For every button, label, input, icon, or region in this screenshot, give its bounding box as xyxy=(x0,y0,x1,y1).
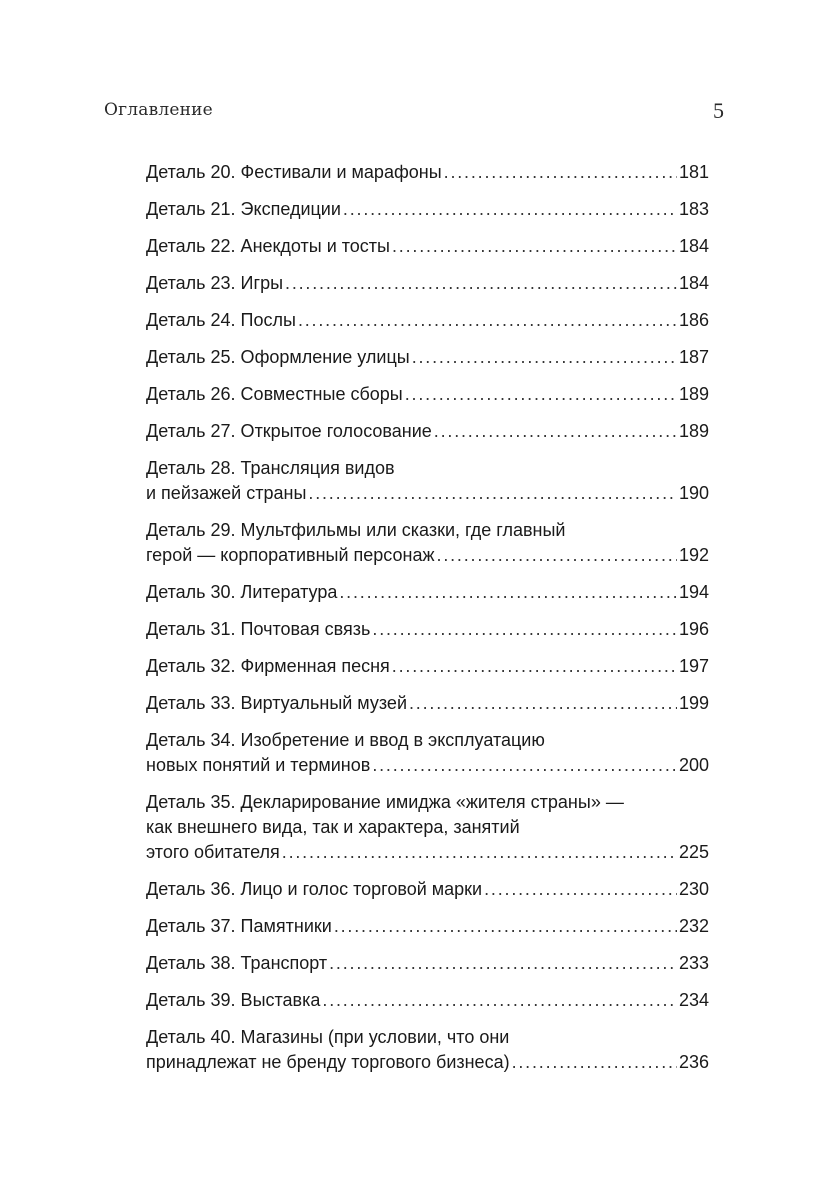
toc-entry-page-number: 192 xyxy=(678,545,709,565)
toc-entry-page-number: 196 xyxy=(678,619,709,639)
toc-entry xyxy=(146,654,709,679)
toc-entry-title-line: Деталь 25. Оформление улицы xyxy=(146,347,410,367)
toc-entry xyxy=(146,728,709,778)
toc-entry-title-line: герой — корпоративный персонаж xyxy=(146,545,435,565)
toc-entry-title-line: Деталь 28. Трансляция видов xyxy=(146,458,395,478)
dot-leader xyxy=(372,617,677,642)
dot-leader xyxy=(444,160,677,185)
toc-entry-page-number: 200 xyxy=(678,755,709,775)
toc-entry xyxy=(146,160,709,185)
toc-entry-title-line: этого обитателя xyxy=(146,842,280,862)
toc-entry xyxy=(146,308,709,333)
dot-leader xyxy=(372,753,677,778)
toc-entry xyxy=(146,518,709,568)
toc-entry-page-number: 197 xyxy=(678,656,709,676)
dot-leader xyxy=(298,308,677,333)
toc-entry-page-number: 199 xyxy=(678,693,709,713)
toc-entry-title-line: Деталь 37. Памятники xyxy=(146,916,332,936)
toc-entry-final-line xyxy=(146,308,709,333)
toc-entry-title-line: Деталь 35. Декларирование имиджа «жителя страны» — xyxy=(146,792,624,812)
toc-entry-page-number: 184 xyxy=(678,273,709,293)
dot-leader xyxy=(392,654,677,679)
table-of-contents xyxy=(146,160,709,1087)
toc-entry xyxy=(146,234,709,259)
toc-entry-page-number: 233 xyxy=(678,953,709,973)
toc-entry-page-number: 187 xyxy=(678,347,709,367)
toc-entry-title-line: как внешнего вида, так и характера, занятий xyxy=(146,817,520,837)
dot-leader xyxy=(343,197,677,222)
toc-entry-title-line: Деталь 26. Совместные сборы xyxy=(146,384,403,404)
running-head xyxy=(104,98,724,126)
toc-entry-final-line xyxy=(146,654,709,679)
toc-entry-title-line: Деталь 29. Мультфильмы или сказки, где главный xyxy=(146,520,566,540)
dot-leader xyxy=(484,877,677,902)
toc-entry-final-line xyxy=(146,580,709,605)
toc-entry-title-line: Деталь 24. Послы xyxy=(146,310,296,330)
toc-entry xyxy=(146,382,709,407)
dot-leader xyxy=(322,988,677,1013)
toc-entry-final-line xyxy=(146,382,709,407)
toc-entry-title-line: принадлежат не бренду торгового бизнеса) xyxy=(146,1052,510,1072)
toc-entry-final-line xyxy=(146,234,709,259)
toc-entry-title-line: Деталь 30. Литература xyxy=(146,582,338,602)
toc-entry-page-number: 194 xyxy=(678,582,709,602)
toc-entry-title-line: Деталь 31. Почтовая связь xyxy=(146,619,371,639)
dot-leader xyxy=(434,419,677,444)
page-number: 5 xyxy=(713,98,724,123)
toc-entry-final-line xyxy=(146,481,709,506)
toc-entry-final-line xyxy=(146,617,709,642)
toc-entry-title-line: Деталь 39. Выставка xyxy=(146,990,321,1010)
toc-entry-title-line: Деталь 22. Анекдоты и тосты xyxy=(146,236,390,256)
toc-entry xyxy=(146,914,709,939)
toc-entry-title-line: Деталь 33. Виртуальный музей xyxy=(146,693,407,713)
toc-entry xyxy=(146,271,709,296)
toc-entry-title-line: Деталь 40. Магазины (при условии, что они xyxy=(146,1027,510,1047)
dot-leader xyxy=(512,1050,677,1075)
toc-entry-page-number: 184 xyxy=(678,236,709,256)
toc-entry xyxy=(146,988,709,1013)
dot-leader xyxy=(285,271,677,296)
toc-entry-final-line xyxy=(146,543,709,568)
toc-entry-final-line xyxy=(146,419,709,444)
dot-leader xyxy=(334,914,677,939)
toc-entry-final-line xyxy=(146,988,709,1013)
toc-entry-final-line xyxy=(146,951,709,976)
toc-entry-final-line xyxy=(146,271,709,296)
toc-entry-page-number: 225 xyxy=(678,842,709,862)
toc-entry xyxy=(146,456,709,506)
toc-entry xyxy=(146,197,709,222)
running-title: Оглавление xyxy=(104,100,213,120)
toc-entry-page-number: 232 xyxy=(678,916,709,936)
toc-entry xyxy=(146,877,709,902)
dot-leader xyxy=(329,951,677,976)
toc-entry xyxy=(146,951,709,976)
toc-entry xyxy=(146,691,709,716)
toc-entry-page-number: 230 xyxy=(678,879,709,899)
toc-entry-title-line: Деталь 20. Фестивали и марафоны xyxy=(146,162,442,182)
toc-entry-page-number: 186 xyxy=(678,310,709,330)
toc-entry-title-line: Деталь 32. Фирменная песня xyxy=(146,656,390,676)
toc-entry-page-number: 234 xyxy=(678,990,709,1010)
toc-entry-page-number: 189 xyxy=(678,421,709,441)
dot-leader xyxy=(412,345,677,370)
toc-entry-page-number: 183 xyxy=(678,199,709,219)
dot-leader xyxy=(405,382,677,407)
toc-entry-title-line: Деталь 21. Экспедиции xyxy=(146,199,341,219)
toc-entry-title-line: Деталь 27. Открытое голосование xyxy=(146,421,432,441)
toc-entry-page-number: 181 xyxy=(678,162,709,182)
toc-entry xyxy=(146,1025,709,1075)
toc-entry xyxy=(146,617,709,642)
toc-entry-title-line: и пейзажей страны xyxy=(146,483,307,503)
toc-entry xyxy=(146,345,709,370)
toc-entry-final-line xyxy=(146,345,709,370)
toc-entry-page-number: 236 xyxy=(678,1052,709,1072)
toc-entry-final-line xyxy=(146,160,709,185)
toc-entry xyxy=(146,580,709,605)
dot-leader xyxy=(339,580,677,605)
toc-entry-page-number: 190 xyxy=(678,483,709,503)
toc-entry-title-line: Деталь 36. Лицо и голос торговой марки xyxy=(146,879,483,899)
dot-leader xyxy=(282,840,677,865)
toc-entry xyxy=(146,790,709,865)
toc-entry-final-line xyxy=(146,691,709,716)
toc-entry-page-number: 189 xyxy=(678,384,709,404)
toc-entry-final-line xyxy=(146,914,709,939)
dot-leader xyxy=(392,234,677,259)
toc-entry xyxy=(146,419,709,444)
toc-entry-title-line: новых понятий и терминов xyxy=(146,755,371,775)
toc-entry-final-line xyxy=(146,197,709,222)
dot-leader xyxy=(409,691,677,716)
toc-entry-title-line: Деталь 23. Игры xyxy=(146,273,284,293)
dot-leader xyxy=(437,543,677,568)
toc-entry-final-line xyxy=(146,753,709,778)
toc-entry-title-line: Деталь 38. Транспорт xyxy=(146,953,328,973)
toc-entry-final-line xyxy=(146,840,709,865)
toc-entry-final-line xyxy=(146,1050,709,1075)
toc-entry-final-line xyxy=(146,877,709,902)
toc-entry-title-line: Деталь 34. Изобретение и ввод в эксплуатацию xyxy=(146,730,545,750)
dot-leader xyxy=(308,481,677,506)
